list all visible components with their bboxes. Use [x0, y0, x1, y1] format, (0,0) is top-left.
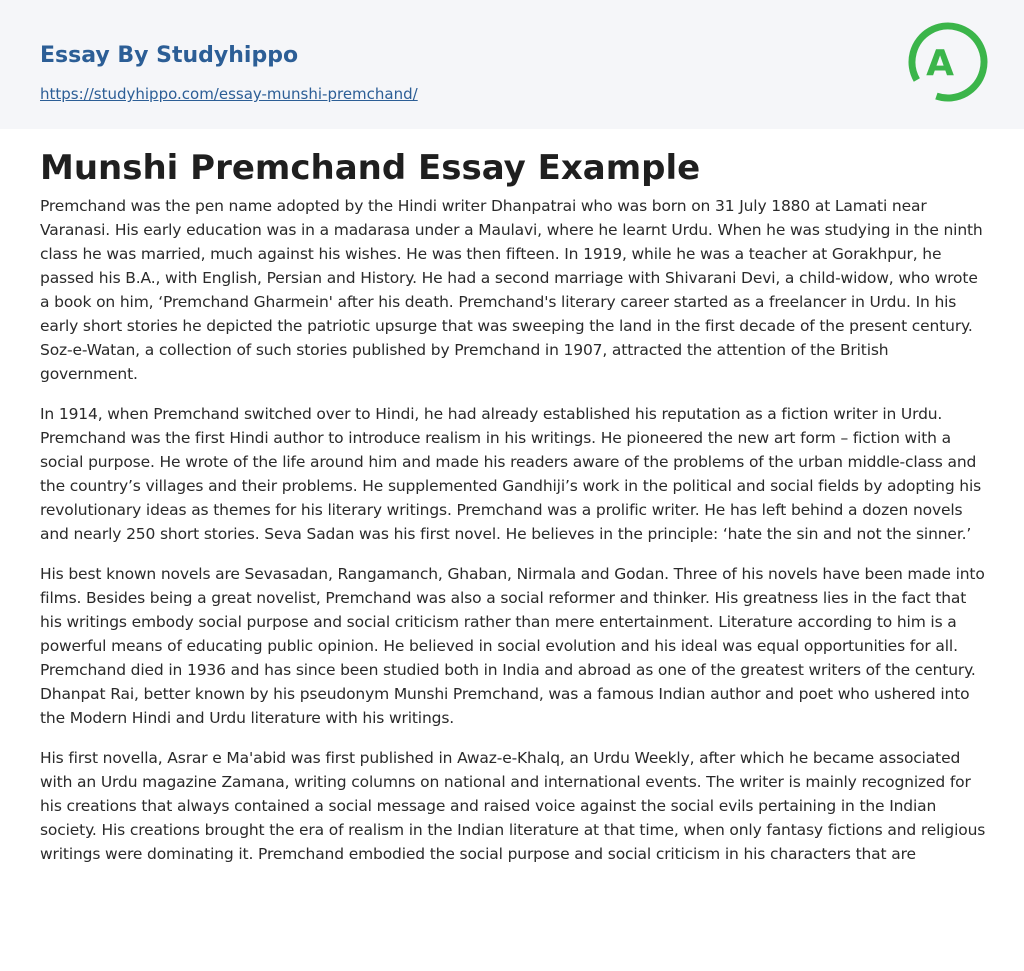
- site-brand[interactable]: Essay By Studyhippo: [40, 43, 299, 68]
- studyhippo-logo-icon[interactable]: [908, 18, 988, 106]
- site-header: [0, 0, 1024, 129]
- essay-paragraph: In 1914, when Premchand switched over to Hindi, he had already established his reputation as a fiction writer in Urdu. Premchand was the first Hindi author to introduce realism in his writings. He pioneered the new art form – fiction with a social purpose. He wrote of the life around him and made his readers aware of the problems of the urban middle-class and the country’s villages and their problems. He supplemented Gandhiji’s work in the political and social fields by adopting his revolutionary ideas as themes for his literary writings. Premchand was a prolific writer. He has left behind a dozen novels and nearly 250 short stories. Seva Sadan was his first novel. He believes in the principle: ‘hate the sin and not the sinner.’: [40, 405, 982, 543]
- essay-title: Munshi Premchand Essay Example: [40, 148, 701, 188]
- essay-paragraph: His first novella, Asrar e Ma'abid was first published in Awaz-e-Khalq, an Urdu Weekly, after which he became associated with an Urdu magazine Zamana, writing columns on national and international events. The writer is mainly recognized for his creations that always contained a social message and raised voice against the social evils pertaining in the Indian society. His creations brought the era of realism in the Indian literature at that time, when only fantasy fictions and religious writings were dominating it. Premchand embodied the social purpose and social criticism in his characters that are: [40, 749, 986, 863]
- logo-letter: A: [926, 43, 954, 84]
- essay-paragraph: Premchand was the pen name adopted by the Hindi writer Dhanpatrai who was born on 31 July 1880 at Lamati near Varanasi. His early education was in a madarasa under a Maulavi, where he learnt Urdu. When he was studying in the ninth class he was married, much against his wishes. He was then fifteen. In 1919, while he was a teacher at Gorakhpur, he passed his B.A., with English, Persian and History. He had a second marriage with Shivarani Devi, a child-widow, who wrote a book on him, ‘Premchand Gharmein' after his death. Premchand's literary career started as a freelancer in Urdu. In his early short stories he depicted the patriotic upsurge that was sweeping the land in the first decade of the present century. Soz-e-Watan, a collection of such stories published by Premchand in 1907, attracted the attention of the British government.: [40, 197, 983, 383]
- page-url-link[interactable]: https://studyhippo.com/essay-munshi-premchand/: [40, 85, 418, 103]
- essay-paragraph: His best known novels are Sevasadan, Rangamanch, Ghaban, Nirmala and Godan. Three of his novels have been made into films. Besides being a great novelist, Premchand was also a social reformer and thinker. His greatness lies in the fact that his writings embody social purpose and social criticism rather than mere entertainment. Literature according to him is a powerful means of educating public opinion. He believed in social evolution and his ideal was equal opportunities for all. Premchand died in 1936 and has since been studied both in India and abroad as one of the greatest writers of the century. Dhanpat Rai, better known by his pseudonym Munshi Premchand, was a famous Indian author and poet who ushered into the Modern Hindi and Urdu literature with his writings.: [40, 565, 985, 727]
- essay-body: [40, 194, 986, 882]
